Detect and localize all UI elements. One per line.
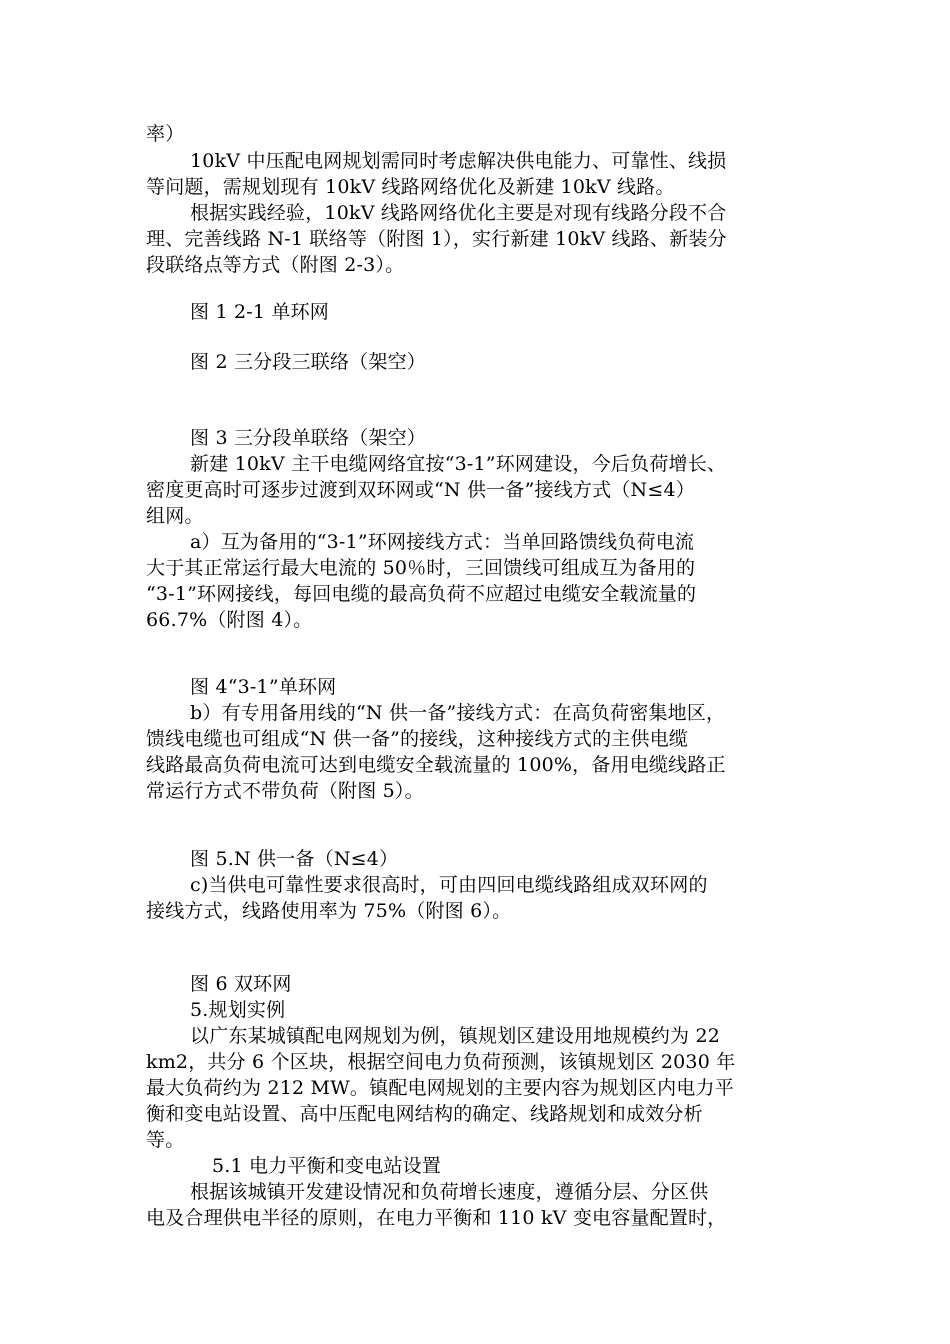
figure-caption: 图 2 三分段三联络（架空） <box>190 351 426 373</box>
figure-caption: 图 4“3-1”单环网 <box>190 676 337 698</box>
text-line: km2，共分 6 个区块，根据空间电力负荷预测，该镇规划区 2030 年 <box>146 1051 736 1073</box>
text-line: 根据该城镇开发建设情况和负荷增长速度，遵循分层、分区供 <box>190 1181 709 1203</box>
text-line: 段联络点等方式（附图 2-3）。 <box>146 254 405 276</box>
figure-caption: 图 5.N 供一备（N≤4） <box>190 848 399 870</box>
text-line: a）互为备用的“3-1”环网接线方式：当单回路馈线负荷电流 <box>190 531 695 553</box>
text-line: 最大负荷约为 212 MW。镇配电网规划的主要内容为规划区内电力平 <box>146 1077 734 1099</box>
text-line: 衡和变电站设置、高中压配电网结构的确定、线路规划和成效分析 <box>146 1103 703 1125</box>
text-line: b）有专用备用线的“N 供一备”接线方式：在高负荷密集地区， <box>190 702 726 724</box>
text-line: 66.7%（附图 4）。 <box>146 609 313 631</box>
text-line: 10kV 中压配电网规划需同时考虑解决供电能力、可靠性、线损 <box>190 150 727 172</box>
text-line: 新建 10kV 主干电缆网络宜按“3-1”环网建设，今后负荷增长、 <box>190 453 727 475</box>
text-line: 根据实践经验，10kV 线路网络优化主要是对现有线路分段不合 <box>190 202 727 224</box>
text-line: 率） <box>146 123 185 145</box>
text-line: c)当供电可靠性要求很高时，可由四回电缆线路组成双环网的 <box>190 874 708 896</box>
text-line: 组网。 <box>146 505 204 527</box>
text-line: 馈线电缆也可组成“N 供一备”的接线，这种接线方式的主供电缆 <box>146 728 689 750</box>
text-line: 等。 <box>146 1129 185 1151</box>
figure-caption: 图 3 三分段单联络（架空） <box>190 427 426 449</box>
text-line: 线路最高负荷电流可达到电缆安全载流量的 100%，备用电缆线路正 <box>146 754 726 776</box>
section-heading: 5.规划实例 <box>190 999 286 1021</box>
figure-caption: 图 1 2-1 单环网 <box>190 301 330 323</box>
text-line: 接线方式，线路使用率为 75%（附图 6）。 <box>146 900 512 922</box>
text-line: 以广东某城镇配电网规划为例，镇规划区建设用地规模约为 22 <box>190 1025 721 1047</box>
text-line: 大于其正常运行最大电流的 50％时，三回馈线可组成互为备用的 <box>146 557 696 579</box>
text-line: 电及合理供电半径的原则，在电力平衡和 110 kV 变电容量配置时， <box>146 1207 727 1229</box>
section-heading: 5.1 电力平衡和变电站设置 <box>212 1155 442 1177</box>
text-line: 常运行方式不带负荷（附图 5）。 <box>146 780 424 802</box>
figure-caption: 图 6 双环网 <box>190 973 292 995</box>
text-line: 等问题，需规划现有 10kV 线路网络优化及新建 10kV 线路。 <box>146 176 675 198</box>
text-line: 理、完善线路 N-1 联络等（附图 1），实行新建 10kV 线路、新装分 <box>146 228 727 250</box>
text-line: “3-1”环网接线，每回电缆的最高负荷不应超过电缆安全载流量的 <box>146 583 697 605</box>
text-line: 密度更高时可逐步过渡到双环网或“N 供一备”接线方式（N≤4） <box>146 479 695 501</box>
